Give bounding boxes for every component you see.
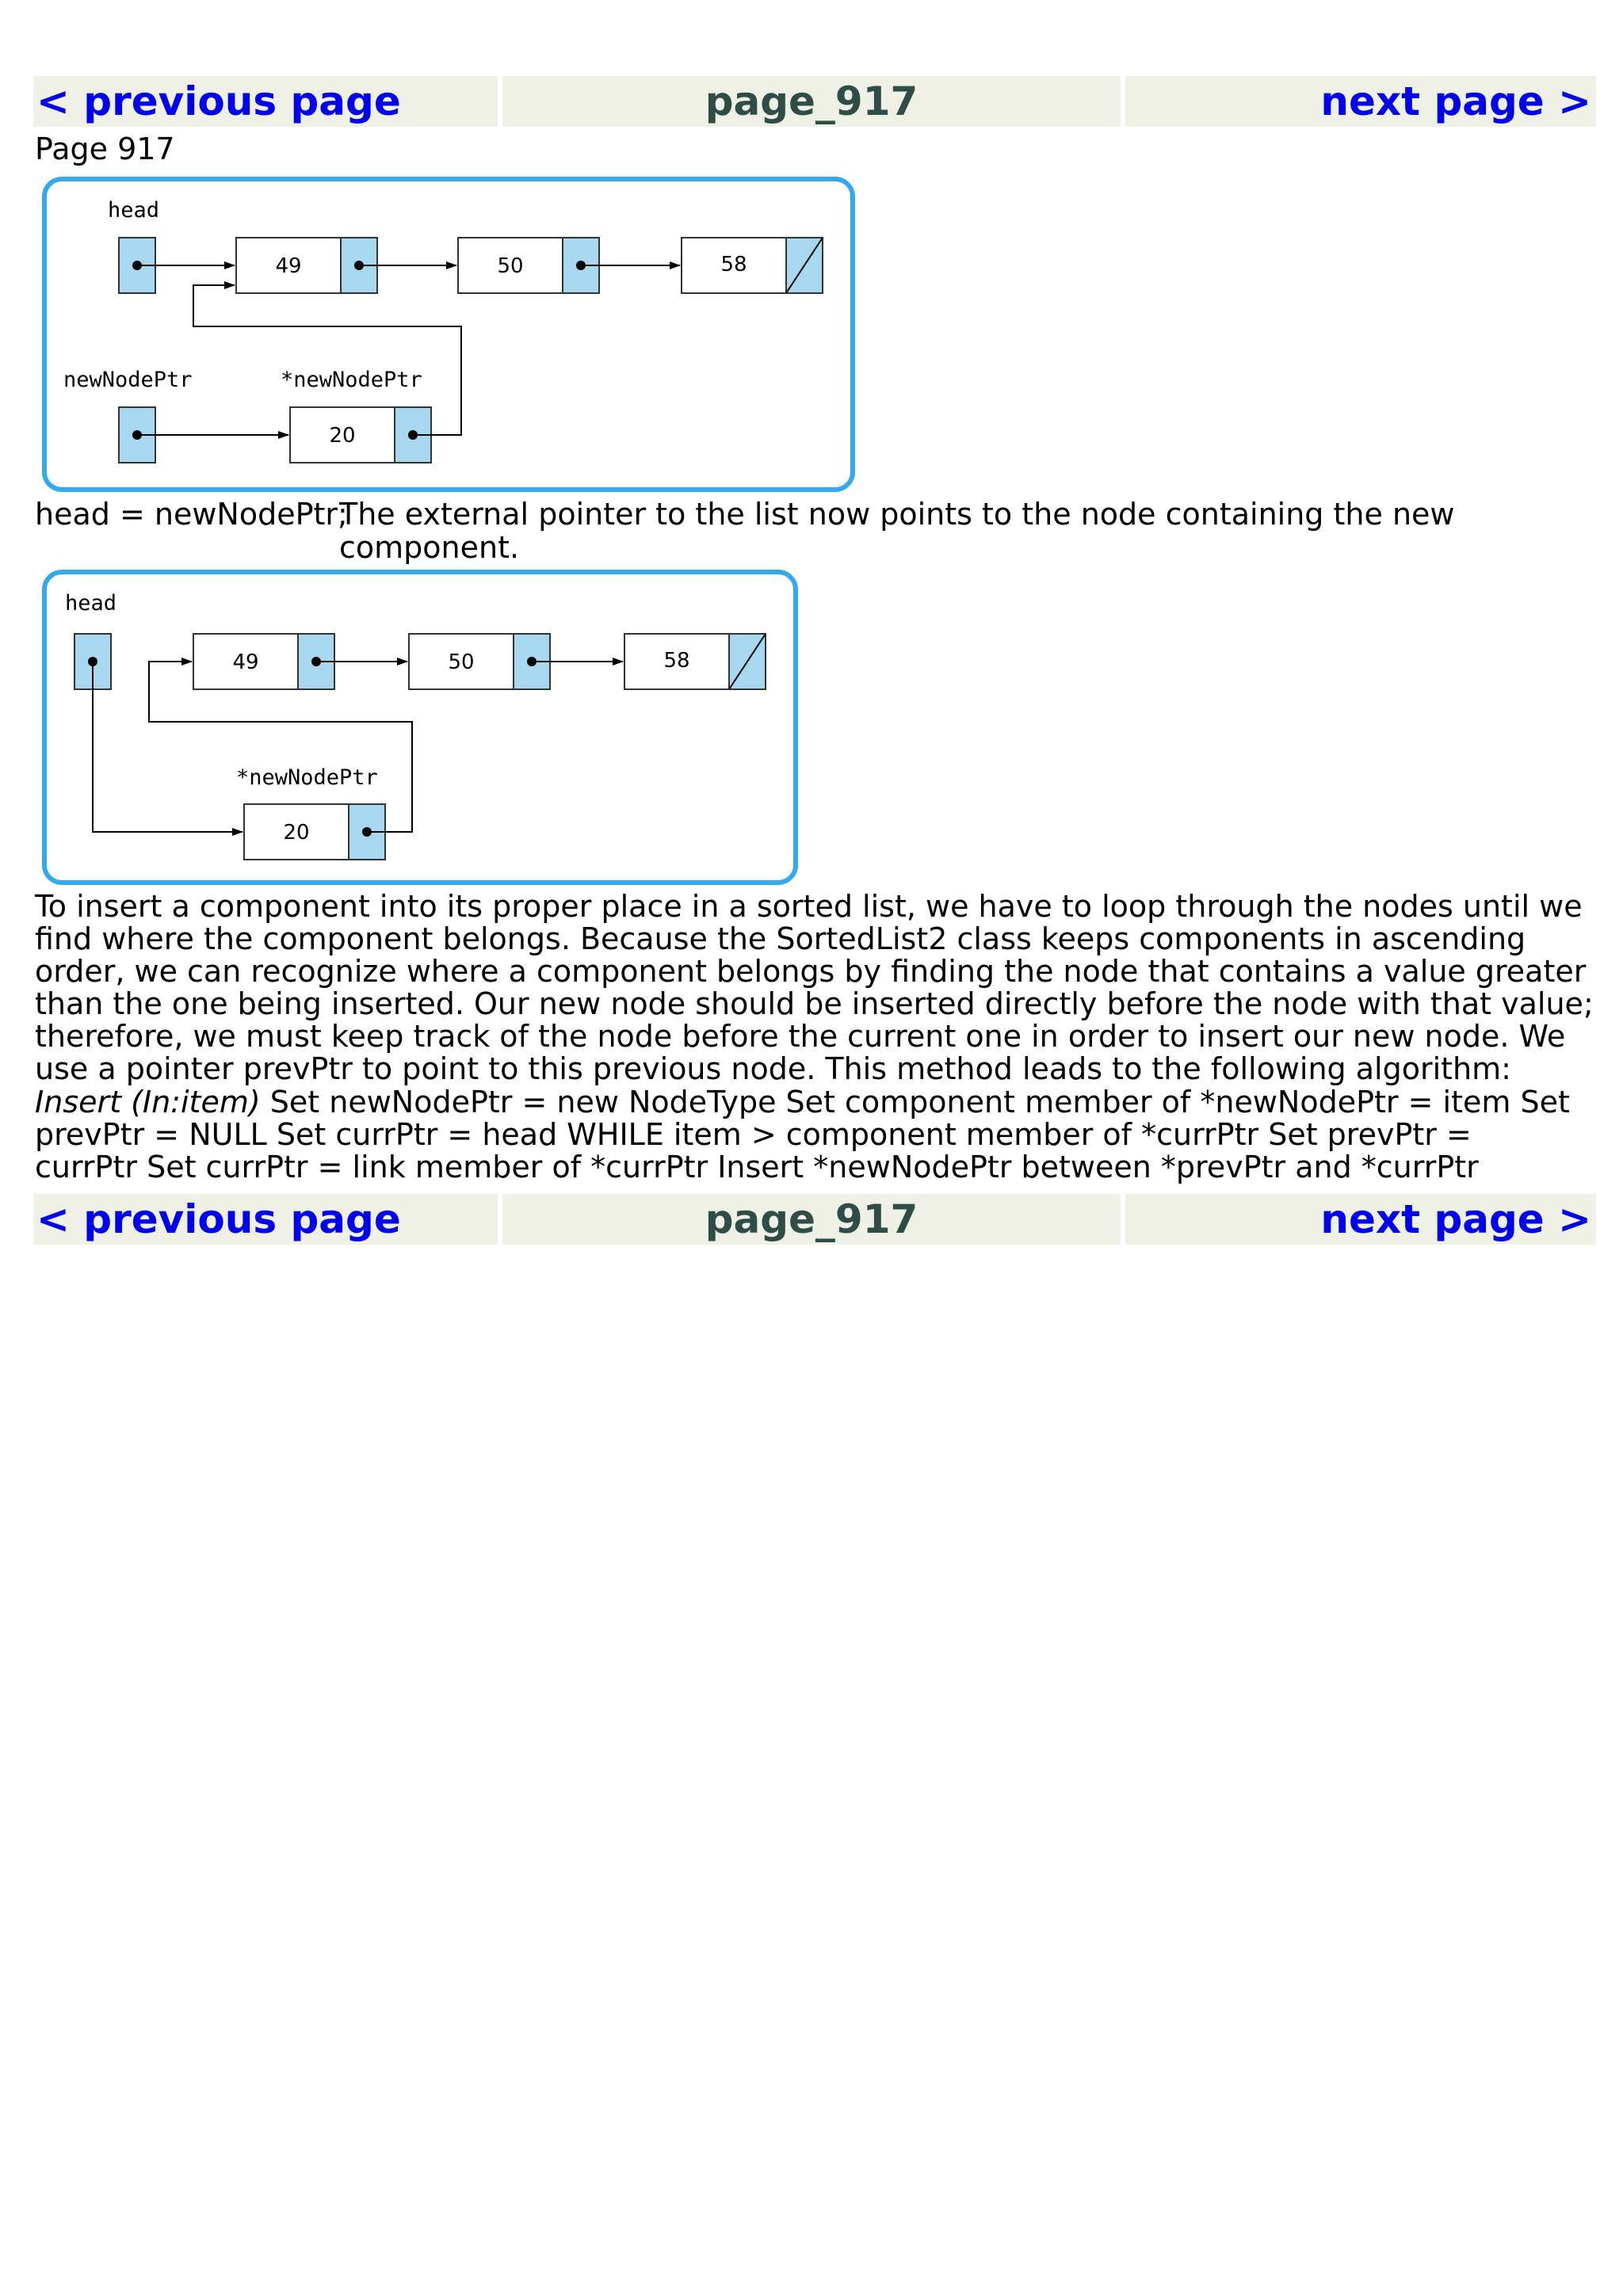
newnodeptr-label: newNodePtr (63, 368, 193, 392)
svg-text:58: 58 (663, 649, 690, 673)
nav-next-cell (1125, 76, 1596, 127)
nav-next-cell-bottom (1125, 1194, 1596, 1245)
node-49 (236, 238, 377, 293)
node-58 (682, 238, 823, 293)
svg-text:49: 49 (232, 650, 259, 674)
svg-text:20: 20 (283, 821, 310, 845)
deref-newnodeptr-label-2: *newNodePtr (236, 765, 378, 790)
figure-1-diagram (41, 176, 857, 494)
previous-page-link-bottom[interactable]: < previous page (36, 1196, 401, 1242)
node-20-b (244, 804, 385, 860)
nav-prev-cell-bottom (33, 1194, 498, 1245)
next-page-link[interactable]: next page > (1320, 78, 1591, 124)
svg-text:49: 49 (275, 254, 302, 278)
node-50-b (409, 634, 550, 689)
figure-1-frame (44, 179, 853, 490)
page-label: Page 917 (35, 132, 175, 166)
head-label-2: head (65, 591, 117, 616)
algorithm-heading: Insert (In:item) (35, 1085, 261, 1119)
figure-1 (41, 176, 857, 494)
svg-text:20: 20 (329, 424, 356, 448)
body-paragraph: To insert a component into its proper place in a sorted list, we have to loop through the nodes until we find where the component belongs. Because the SortedList2 class keeps components in ascending order, we can recognize where a component belongs by finding the node that contains a value greater than the one being inserted. Our new node should be inserted directly before the node with that value; therefore, we must keep track of the node before the current one in order to insert our new node. We use a pointer prevPtr to point to this previous node. This method leads to the following algorithm: (35, 889, 1594, 1086)
page-id: page_917 (502, 76, 1121, 127)
bottom-navigation (33, 1194, 1596, 1245)
figure-2-diagram (41, 569, 802, 887)
svg-text:50: 50 (497, 254, 524, 278)
page-id-bottom: page_917 (502, 1194, 1121, 1245)
deref-newnodeptr-label: *newNodePtr (281, 368, 422, 392)
caption-text: The external pointer to the list now points to the node containing the new component. (339, 497, 1455, 565)
nav-prev-cell (33, 76, 498, 127)
algorithm-body: Set newNodePtr = new NodeType Set component member of *newNodePtr = item Set prevPtr = NULL Set currPtr = head WHILE item > component member of *currPtr Set prevPtr = currPtr Set currPtr = link member of *currPtr Insert *newNodePtr between *prevPtr and *currPtr (35, 1085, 1570, 1184)
top-navigation (33, 76, 1596, 127)
previous-page-link[interactable]: < previous page (36, 78, 401, 124)
node-20 (290, 407, 431, 463)
figure-2 (41, 569, 802, 887)
svg-text:50: 50 (448, 650, 475, 674)
svg-text:58: 58 (720, 253, 747, 277)
node-49-b (193, 634, 334, 689)
figure-2-frame (44, 572, 796, 883)
node-50 (458, 238, 599, 293)
caption-code: head = newNodePtr; (35, 497, 348, 532)
node-58-b (624, 634, 766, 689)
next-page-link-bottom[interactable]: next page > (1320, 1196, 1591, 1242)
algorithm (35, 1086, 1580, 1184)
head-label: head (108, 198, 160, 223)
